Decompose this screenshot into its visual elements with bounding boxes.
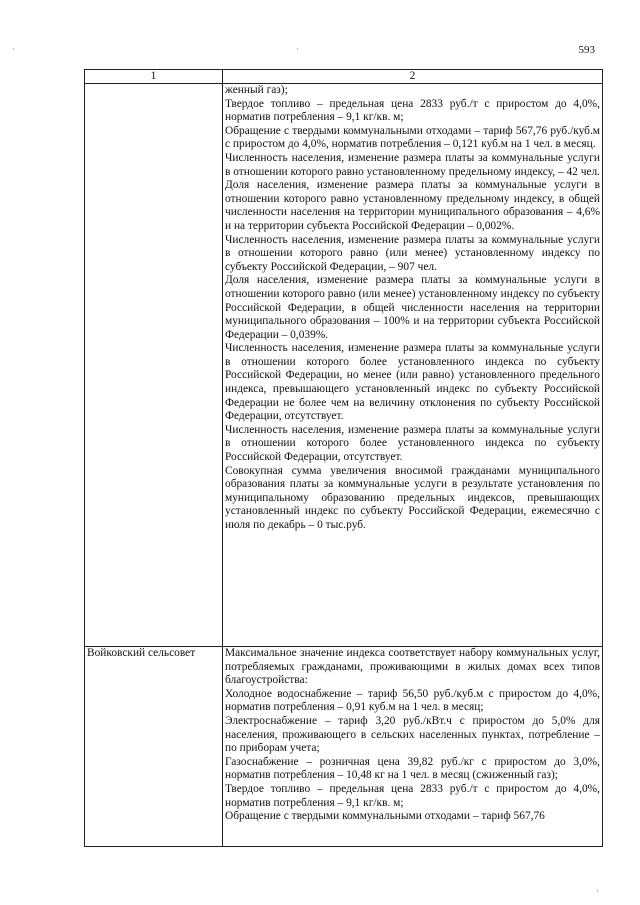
paragraph: Численность населения, изменение размера платы за коммунальные услуги в отношении которого равно (или менее) установленному индексу по субъекту Российской Федерации, – 907 чел. [225, 233, 600, 273]
paragraph: Численность населения, изменение размера платы за коммунальные услуги в отношении которого более установленного индекса по субъекту Российской Федерации, отсутствует. [225, 423, 600, 464]
paragraph: Обращение с твердыми коммунальными отходами – тариф 567,76 руб./куб.м с приростом до 4,0%, норматив потребления – 0,121 куб.м на 1 чел. в месяц. [225, 124, 600, 151]
paragraph: Численность населения, изменение размера платы за коммунальные услуги в отношении которого более установленного индекса по субъекту Российской Федерации, но менее (или равно) установленного предельного индекса, превышающего установленный индекс по субъекту Российской Федерации не более чем на величину отклонения по субъекту Российской Федерации, отсутствует. [225, 342, 600, 423]
paragraph: Доля населения, изменение размера платы за коммунальные услуги в отношении которого равно установленному предельному индексу, в общей численности населения на территории муниципального образования – 4,6% и на территории субъекта Российской Федерации – 0,002%. [225, 179, 600, 232]
paragraph: Твердое топливо – предельная цена 2833 руб./т с приростом до 4,0%, норматив потребления – 9,1 кг/кв. м; [225, 782, 600, 809]
tariff-table [84, 69, 603, 847]
paragraph: Газоснабжение – розничная цена 39,82 руб./кг с приростом до 3,0%, норматив потребления – 10,48 кг на 1 чел. в месяц (сжиженный газ); [225, 755, 600, 782]
table-row [85, 84, 603, 647]
scan-speck: · [12, 44, 15, 54]
paragraph: Максимальное значение индекса соответствует набору коммунальных услуг, потребляемых гражданами, проживающими в жилых домах всех типов благоустройства: [225, 647, 600, 687]
paragraph: Доля населения, изменение размера платы за коммунальные услуги в отношении которого равно (или менее) установленному индексу по субъекту Российской Федерации, в общей численности населения на территории муниципального образования – 100% и на территории субъекта Российской Федерации – 0,039%. [225, 274, 600, 341]
paragraph: Численность населения, изменение размера платы за коммунальные услуги в отношении которого равно установленному предельному индексу, – 42 чел. [225, 151, 601, 178]
column-header: 2 [223, 70, 603, 84]
paragraph: Холодное водоснабжение – тариф 56,50 руб./куб.м с приростом до 4,0%, норматив потребления – 0,91 куб.м на 1 чел. в месяц; [225, 687, 600, 714]
page-number: 593 [578, 44, 595, 56]
table-row [85, 647, 603, 847]
region-cell [85, 84, 223, 647]
paragraph: Совокупная сумма увеличения вносимой гражданами муниципального образования платы за коммунальные услуги в результате установления по муниципальному образованию предельных индексов, превышающих установленный индекс по субъекту Российской Федерации, ежемесячно с июля по декабрь – 0 тыс.руб. [225, 464, 600, 531]
scan-speck: · [596, 886, 599, 896]
region-cell: Войковский сельсовет [85, 647, 223, 847]
paragraph: женный газ); [225, 84, 288, 96]
paragraph: Электроснабжение – тариф 3,20 руб./кВт.ч с приростом до 5,0% для населения, проживающего в сельских населенных пунктах, потребление – по приборам учета; [225, 714, 600, 755]
column-header: 1 [85, 70, 223, 84]
description-cell [223, 647, 603, 847]
paragraph: Твердое топливо – предельная цена 2833 руб./т с приростом до 4,0%, норматив потребления – 9,1 кг/кв. м; [225, 97, 600, 124]
description-cell [223, 84, 603, 647]
scan-speck: · [296, 44, 299, 54]
table-header-row [85, 70, 603, 84]
paragraph: Обращение с твердыми коммунальными отходами – тариф 567,76 [225, 810, 545, 823]
